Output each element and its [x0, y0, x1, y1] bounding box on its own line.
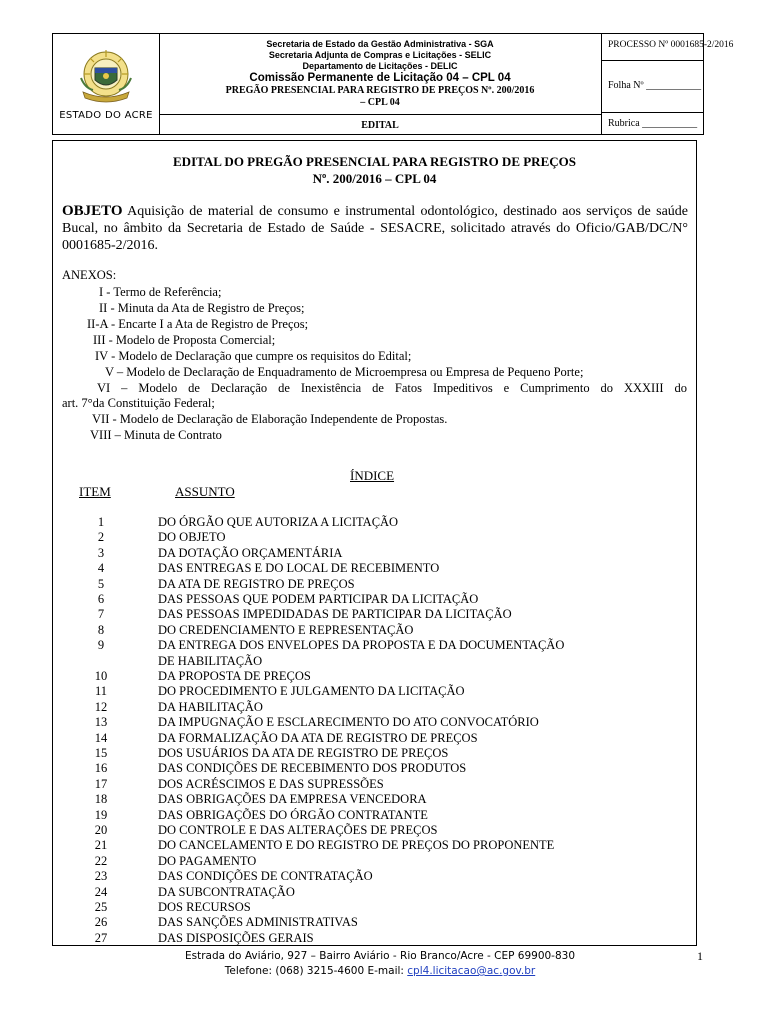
- indice-item-title: DAS OBRIGAÇÕES DO ÓRGÃO CONTRATANTE: [158, 807, 428, 822]
- indice-item-number: 10: [94, 669, 108, 683]
- indice-item-number: 12: [94, 699, 108, 714]
- indice-item-title: DAS CONDIÇÕES DE RECEBIMENTO DOS PRODUTOS: [158, 761, 467, 776]
- indice-item-title: DA IMPUGNAÇÃO E ESCLARECIMENTO DO ATO CONVOCATÓRIO: [158, 715, 539, 730]
- document-title: EDITAL DO PREGÃO PRESENCIAL PARA REGISTRO DE PREÇOS: [173, 154, 576, 169]
- indice-item-number: 26: [94, 915, 108, 930]
- rubrica-field: Rubrica ___________: [608, 118, 698, 129]
- anexo-item: III - Modelo de Proposta Comercial;: [93, 333, 276, 347]
- document-subtitle: Nº. 200/2016 – CPL 04: [312, 171, 437, 186]
- org-line-selic: Secretaria Adjunta de Compras e Licitações - SELIC: [268, 50, 492, 60]
- indice-heading: ÍNDICE: [350, 468, 395, 483]
- anexo-item: VIII – Minuta de Contrato: [90, 428, 222, 442]
- objeto-text: Aquisição de material de consumo e instrumental odontológico, destinado aos serviços de saúde Bucal, no âmbito da Secretaria de Estado de Saúde - SESACRE, solicitado através do Oficio/GAB/DC/N° 0001685-2/2016.: [62, 204, 688, 253]
- header-right: [602, 34, 734, 134]
- indice-item-title: DAS PESSOAS QUE PODEM PARTICIPAR DA LICITAÇÃO: [158, 592, 479, 606]
- estado-label: ESTADO DO ACRE: [59, 110, 153, 121]
- page-number: 1: [697, 949, 703, 963]
- indice-item-title: DA ATA DE REGISTRO DE PREÇOS: [158, 576, 355, 591]
- indice-item-number: 19: [94, 807, 108, 822]
- header-pregao-line-2: – CPL 04: [360, 97, 400, 108]
- indice-item-number: 8: [97, 622, 105, 637]
- objeto-paragraph: [62, 203, 688, 254]
- objeto-label: OBJETO: [62, 203, 123, 219]
- indice-item-number: 3: [97, 545, 105, 560]
- indice-item-title: DO ÓRGÃO QUE AUTORIZA A LICITAÇÃO: [158, 515, 399, 529]
- anexo-item: VI – Modelo de Declaração de Inexistência de Fatos Impeditivos e Cumprimento do XXXIII do: [97, 381, 687, 395]
- indice-item-number: 24: [94, 884, 108, 899]
- indice-item-number: 4: [97, 561, 105, 576]
- indice-col-assunto: ASSUNTO: [175, 484, 235, 499]
- anexo-item: V – Modelo de Declaração de Enquadramento de Microempresa ou Empresa de Pequeno Porte;: [105, 365, 584, 379]
- indice-item-number: 25: [94, 900, 108, 914]
- indice-item-number: 17: [94, 776, 108, 791]
- header-edital-label: EDITAL: [361, 120, 399, 131]
- indice-item-title: DO PAGAMENTO: [158, 853, 257, 868]
- org-line-cpl: Comissão Permanente de Licitação 04 – CPL 04: [249, 72, 511, 84]
- indice-item-title: DAS OBRIGAÇÕES DA EMPRESA VENCEDORA: [158, 792, 427, 807]
- indice-item-number: 22: [94, 853, 108, 868]
- indice-item-number: 15: [94, 746, 108, 760]
- footer-contact: [130, 965, 630, 977]
- footer-email-link[interactable]: cpl4.licitacao@ac.gov.br: [407, 965, 536, 977]
- indice-item-title: DA DOTAÇÃO ORÇAMENTÁRIA: [158, 545, 343, 560]
- processo-number: PROCESSO Nº 0001685-2/2016: [608, 40, 734, 50]
- footer-phone: Telefone: (068) 3215-4600 E-mail:: [224, 965, 408, 977]
- indice-item-title: DAS PESSOAS IMPEDIDADAS DE PARTICIPAR DA LICITAÇÃO: [158, 607, 512, 622]
- indice-item-number: 2: [97, 530, 105, 545]
- indice-item-title: DA PROPOSTA DE PREÇOS: [158, 669, 311, 683]
- indice-item-title: DOS USUÁRIOS DA ATA DE REGISTRO DE PREÇOS: [158, 746, 449, 760]
- header-center: [159, 34, 602, 134]
- anexos-heading: ANEXOS:: [62, 268, 117, 282]
- anexo-item: VII - Modelo de Declaração de Elaboração Independente de Propostas.: [92, 412, 448, 426]
- acre-coat-of-arms-icon: [75, 48, 137, 106]
- indice-item-number: 20: [94, 823, 108, 837]
- indice-item-title: DAS CONDIÇÕES DE CONTRATAÇÃO: [158, 869, 373, 884]
- indice-item-title-continued: DE HABILITAÇÃO: [158, 653, 263, 668]
- indice-item-title: DO CANCELAMENTO E DO REGISTRO DE PREÇOS DO PROPONENTE: [158, 838, 555, 853]
- indice-item-title: DA SUBCONTRATAÇÃO: [158, 884, 295, 899]
- indice-item-title: DAS ENTREGAS E DO LOCAL DE RECEBIMENTO: [158, 561, 440, 576]
- indice-item-number: 1: [97, 515, 105, 529]
- indice-item-number: 7: [97, 607, 105, 622]
- anexo-item: II-A - Encarte I a Ata de Registro de Preços;: [87, 317, 309, 331]
- anexo-item: IV - Modelo de Declaração que cumpre os requisitos do Edital;: [95, 349, 412, 363]
- indice-col-item: ITEM: [79, 484, 111, 499]
- anexo-item-continued: art. 7°da Constituição Federal;: [62, 396, 215, 410]
- folha-field: Folha Nº ___________: [608, 80, 702, 91]
- divider: [159, 114, 601, 115]
- header-pregao-line: PREGÃO PRESENCIAL PARA REGISTRO DE PREÇOS Nº. 200/2016: [225, 85, 535, 96]
- indice-item-title: DAS SANÇÕES ADMINISTRATIVAS: [158, 915, 358, 930]
- indice-item-number: 27: [94, 930, 108, 945]
- indice-item-number: 16: [94, 761, 108, 776]
- indice-item-number: 6: [97, 592, 105, 606]
- document-header: [52, 33, 734, 135]
- indice-item-number: 23: [94, 869, 108, 884]
- indice-item-number: 13: [94, 715, 108, 730]
- indice-item-title: DOS RECURSOS: [158, 900, 251, 914]
- indice-item-number: 11: [94, 684, 108, 699]
- indice-item-number: 21: [94, 838, 108, 853]
- indice-item-title: DO CREDENCIAMENTO E REPRESENTAÇÃO: [158, 622, 414, 637]
- indice-item-number: 9: [97, 638, 105, 653]
- indice-item-number: 14: [94, 730, 108, 745]
- org-line-delic: Departamento de Licitações - DELIC: [302, 61, 458, 71]
- indice-item-title: DO CONTROLE E DAS ALTERAÇÕES DE PREÇOS: [158, 823, 438, 837]
- indice-item-title: DA ENTREGA DOS ENVELOPES DA PROPOSTA E DA DOCUMENTAÇÃO: [158, 638, 565, 653]
- indice-item-number: 5: [97, 576, 105, 591]
- anexo-item: I - Termo de Referência;: [99, 285, 222, 299]
- divider: [602, 60, 703, 61]
- indice-item-title: DAS DISPOSIÇÕES GERAIS: [158, 930, 314, 945]
- logo-cell: [53, 34, 160, 134]
- indice-item-title: DA HABILITAÇÃO: [158, 699, 263, 714]
- divider: [602, 112, 703, 113]
- footer-address: Estrada do Aviário, 927 – Bairro Aviário - Rio Branco/Acre - CEP 69900-830: [184, 950, 576, 962]
- indice-item-title: DO OBJETO: [158, 530, 226, 545]
- indice-item-title: DOS ACRÉSCIMOS E DAS SUPRESSÕES: [158, 776, 384, 791]
- indice-item-title: DA FORMALIZAÇÃO DA ATA DE REGISTRO DE PREÇOS: [158, 730, 478, 745]
- indice-item-title: DO PROCEDIMENTO E JULGAMENTO DA LICITAÇÃO: [158, 684, 465, 699]
- anexo-item: II - Minuta da Ata de Registro de Preços;: [99, 301, 305, 315]
- indice-item-number: 18: [94, 792, 108, 807]
- org-line-sga: Secretaria de Estado da Gestão Administrativa - SGA: [266, 39, 494, 49]
